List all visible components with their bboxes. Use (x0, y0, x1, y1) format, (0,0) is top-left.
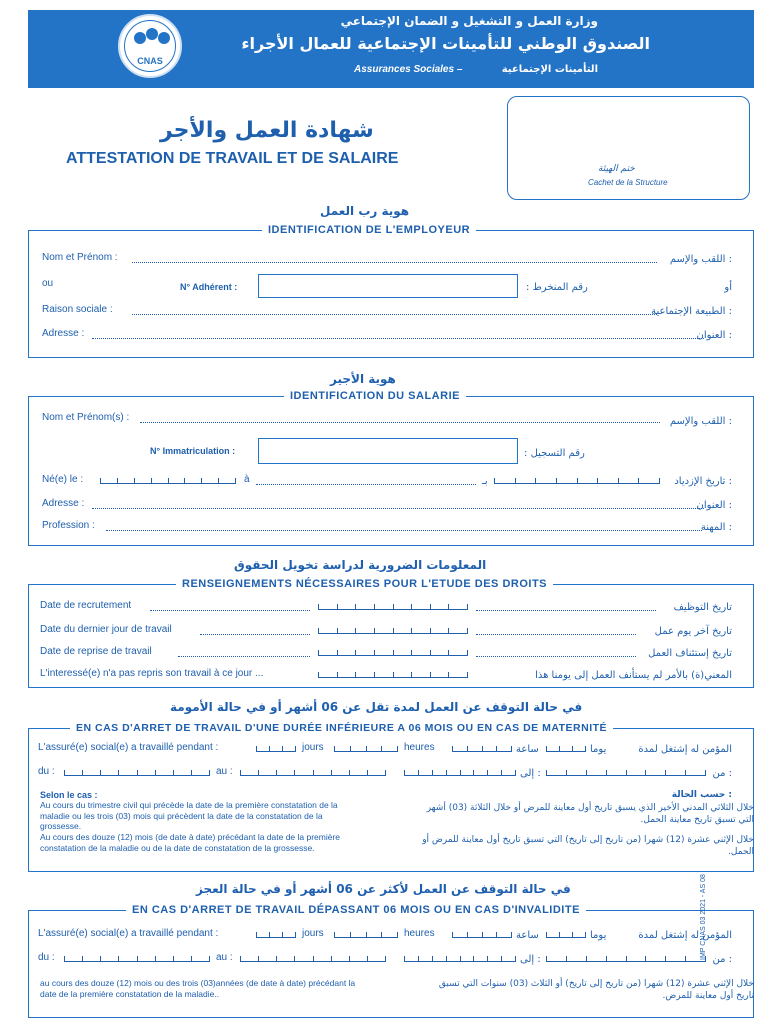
hours-cells-ar[interactable] (452, 926, 512, 938)
rights-row-label-ar: تاريخ إستئناف العمل (648, 648, 732, 659)
from-label: du : (38, 952, 55, 963)
stamp-label-ar: ختم الهيئة (598, 164, 635, 174)
title-fr: ATTESTATION DE TRAVAIL ET DE SALAIRE (66, 150, 399, 167)
rights-row-field[interactable] (200, 634, 310, 635)
title-ar: شهادة العمل والأجر (160, 118, 374, 143)
hours-label-ar: ساعة (516, 744, 539, 755)
employee-name-label-ar: اللقب والإسم : (669, 416, 732, 427)
profession-label: Profession : (42, 520, 95, 531)
worked-label-ar: المؤمن له إشتغل لمدة (638, 930, 732, 941)
hours-label-ar: ساعة (516, 930, 539, 941)
from-date-cells-ar[interactable] (546, 950, 706, 962)
form-code: IMP CNAS 03 2021 - AS 08 (700, 874, 707, 960)
stamp-label-fr: Cachet de la Structure (588, 178, 668, 187)
immat-label: N° Immatriculation : (150, 446, 236, 456)
rights-row-label-ar: المعني(ة) بالأمر لم يستأنف العمل إلى يومنا هذا (535, 670, 732, 681)
short-stop-title: EN CAS D'ARRET DE TRAVAIL D'UNE DURÉE INFÉRIEURE A 06 MOIS OU EN CAS DE MATERNITÉ (70, 722, 613, 734)
rights-title: RENSEIGNEMENTS NÉCESSAIRES POUR L'ETUDE DES DROITS (176, 578, 553, 590)
worked-label-ar: المؤمن له إشتغل لمدة (638, 744, 732, 755)
cnas-logo: CNAS (118, 14, 182, 78)
case2-text: Au cours des douze (12) mois (de date à date) précédant la date de la première constatation de la maladie ou de la date de constatation de la grossesse. (40, 832, 341, 853)
immat-label-ar: : رقم التسجيل (524, 448, 585, 459)
employer-name-label-ar: اللقب والإسم : (669, 254, 732, 265)
immat-input[interactable] (258, 438, 518, 464)
case1-text: Au cours du trimestre civil qui précède la date de la première constatation de la maladie ou les trois (03) mois qui précèdent la date de la constatation de la grossesse. (40, 800, 338, 831)
rights-row-cells[interactable] (318, 598, 468, 610)
rights-row-label: L'interessé(e) n'a pas repris son travail à ce jour ... (40, 668, 264, 679)
days-label-ar: يوما (590, 744, 607, 755)
case-label: Selon le cas : (40, 790, 98, 800)
employer-name-field[interactable] (132, 262, 657, 263)
long-note-text: au cours des douze (12) mois ou des trois (03)années (de date à date) précédant la date de la première constatation de la maladie.. (40, 978, 356, 999)
employer-title: IDENTIFICATION DE L'EMPLOYEUR (262, 224, 476, 236)
days-label-ar: يوما (590, 930, 607, 941)
employee-title-ar: هوية الأجير (330, 372, 396, 386)
header-subtitle: Assurances Sociales – (354, 64, 463, 75)
case1-text-ar: خلال الثلاثي المدني الأخير الذي يسبق تاريخ أول معاينة للمرض أو خلال الثلاثة (03) أشهر التي تسبق تاريخ معاينة الحمل. (426, 803, 754, 825)
hours-cells[interactable] (334, 740, 398, 752)
employer-name-label: Nom et Prénom : (42, 252, 118, 263)
hours-label: heures (404, 928, 435, 939)
birth-date-cells-ar[interactable] (494, 472, 660, 484)
long-note-text-ar: خلال الإثني عشرة (12) شهرا (من تاريخ إلى تاريخ) أو الثلاث (03) سنوات التي تسبق تاريخ أول معاينة للمرض. (438, 979, 754, 1001)
rights-row-label-ar: تاريخ التوظيف (673, 602, 732, 613)
case2-text-ar: خلال الإثني عشرة (12) شهرا (من تاريخ إلى تاريخ) التي تسبق تاريخ أول معاينة للمرض أو الحمل. (422, 835, 754, 857)
birth-place-field[interactable] (256, 484, 476, 485)
employer-address-field[interactable] (92, 338, 704, 339)
rights-title-ar: المعلومات الضرورية لدراسة تخويل الحقوق (234, 558, 487, 572)
days-cells[interactable] (256, 740, 296, 752)
employee-section (28, 396, 754, 546)
rights-row-field[interactable] (178, 656, 310, 657)
profession-label-ar: المهنة : (700, 522, 732, 533)
adherent-label-ar: : رقم المنخرط (526, 282, 588, 293)
hours-cells-ar[interactable] (452, 740, 512, 752)
rights-row-label: Date du dernier jour de travail (40, 624, 172, 635)
employer-address-label: Adresse : (42, 328, 85, 339)
days-cells-ar[interactable] (546, 926, 586, 938)
rights-row-dots-ar (476, 656, 636, 657)
raison-field[interactable] (132, 314, 657, 315)
rights-row-cells[interactable] (318, 644, 468, 656)
profession-field[interactable] (106, 530, 702, 531)
employee-name-label: Nom et Prénom(s) : (42, 412, 130, 423)
case-label-ar: حسب الحالة : (671, 790, 732, 800)
days-cells[interactable] (256, 926, 296, 938)
employee-address-label: Adresse : (42, 498, 85, 509)
rights-row-dots-ar (476, 610, 656, 611)
days-label: jours (302, 742, 324, 753)
rights-row-cells[interactable] (318, 666, 468, 678)
or-label: ou (42, 278, 54, 289)
long-stop-title-ar: في حالة التوقف عن العمل لأكثر عن 06 أشهر أو في حالة العجز (196, 882, 571, 896)
rights-row-label-ar: تاريخ آخر يوم عمل (654, 626, 732, 637)
birth-place-label: à (244, 474, 250, 485)
or-label-ar: أو (724, 282, 732, 293)
employee-address-label-ar: العنوان : (696, 500, 732, 511)
to-label: au : (216, 952, 233, 963)
employee-name-field[interactable] (140, 422, 660, 423)
employer-title-ar: هوية رب العمل (320, 204, 410, 218)
adherent-label: N° Adhérent : (180, 282, 238, 292)
from-label-ar: من : (712, 954, 732, 965)
worked-label: L'assuré(e) social(e) a travaillé pendant : (38, 742, 219, 753)
rights-row-label: Date de reprise de travail (40, 646, 152, 657)
rights-row-field[interactable] (150, 610, 310, 611)
short-stop-title-ar: في حالة التوقف عن العمل لمدة تقل عن 06 أشهر أو في حالة الأمومة (170, 700, 583, 714)
worked-label: L'assuré(e) social(e) a travaillé pendant : (38, 928, 219, 939)
birth-date-cells[interactable] (100, 472, 236, 484)
from-label-ar: من : (712, 768, 732, 779)
raison-label: Raison sociale : (42, 304, 113, 315)
to-date-cells[interactable] (240, 764, 386, 776)
adherent-input[interactable] (258, 274, 518, 298)
ministry-name: وزارة العمل و التشغيل و الضمان الإجتماعي (340, 14, 598, 28)
from-date-cells-ar[interactable] (546, 764, 706, 776)
birth-label-ar: تاريخ الإزدياد : (674, 476, 732, 487)
to-date-cells-ar[interactable] (404, 950, 516, 962)
from-date-cells[interactable] (64, 950, 210, 962)
rights-row-label: Date de recrutement (40, 600, 132, 611)
days-cells-ar[interactable] (546, 740, 586, 752)
long-stop-title: EN CAS D'ARRET DE TRAVAIL DÉPASSANT 06 MOIS OU EN CAS D'INVALIDITE (126, 904, 586, 916)
birth-label: Né(e) le : (42, 474, 84, 485)
to-label-ar: إلى : (520, 954, 541, 965)
employee-address-field[interactable] (92, 508, 704, 509)
to-date-cells-ar[interactable] (404, 764, 516, 776)
to-label: au : (216, 766, 233, 777)
to-label-ar: إلى : (520, 768, 541, 779)
from-label: du : (38, 766, 55, 777)
hours-label: heures (404, 742, 435, 753)
fund-name: الصندوق الوطني للتأمينات الإجتماعية للعمال الأجراء (241, 34, 650, 53)
rights-row-cells[interactable] (318, 622, 468, 634)
employee-title: IDENTIFICATION DU SALARIE (284, 390, 466, 402)
from-date-cells[interactable] (64, 764, 210, 776)
days-label: jours (302, 928, 324, 939)
hours-cells[interactable] (334, 926, 398, 938)
birth-place-label-ar: بـ (482, 476, 488, 487)
employer-address-label-ar: العنوان : (696, 330, 732, 341)
to-date-cells[interactable] (240, 950, 386, 962)
rights-row-dots-ar (476, 634, 636, 635)
raison-label-ar: الطبيعة الإجتماعية : (651, 306, 732, 317)
header-subtitle-ar: التأمينات الإجتماعية (501, 64, 598, 75)
